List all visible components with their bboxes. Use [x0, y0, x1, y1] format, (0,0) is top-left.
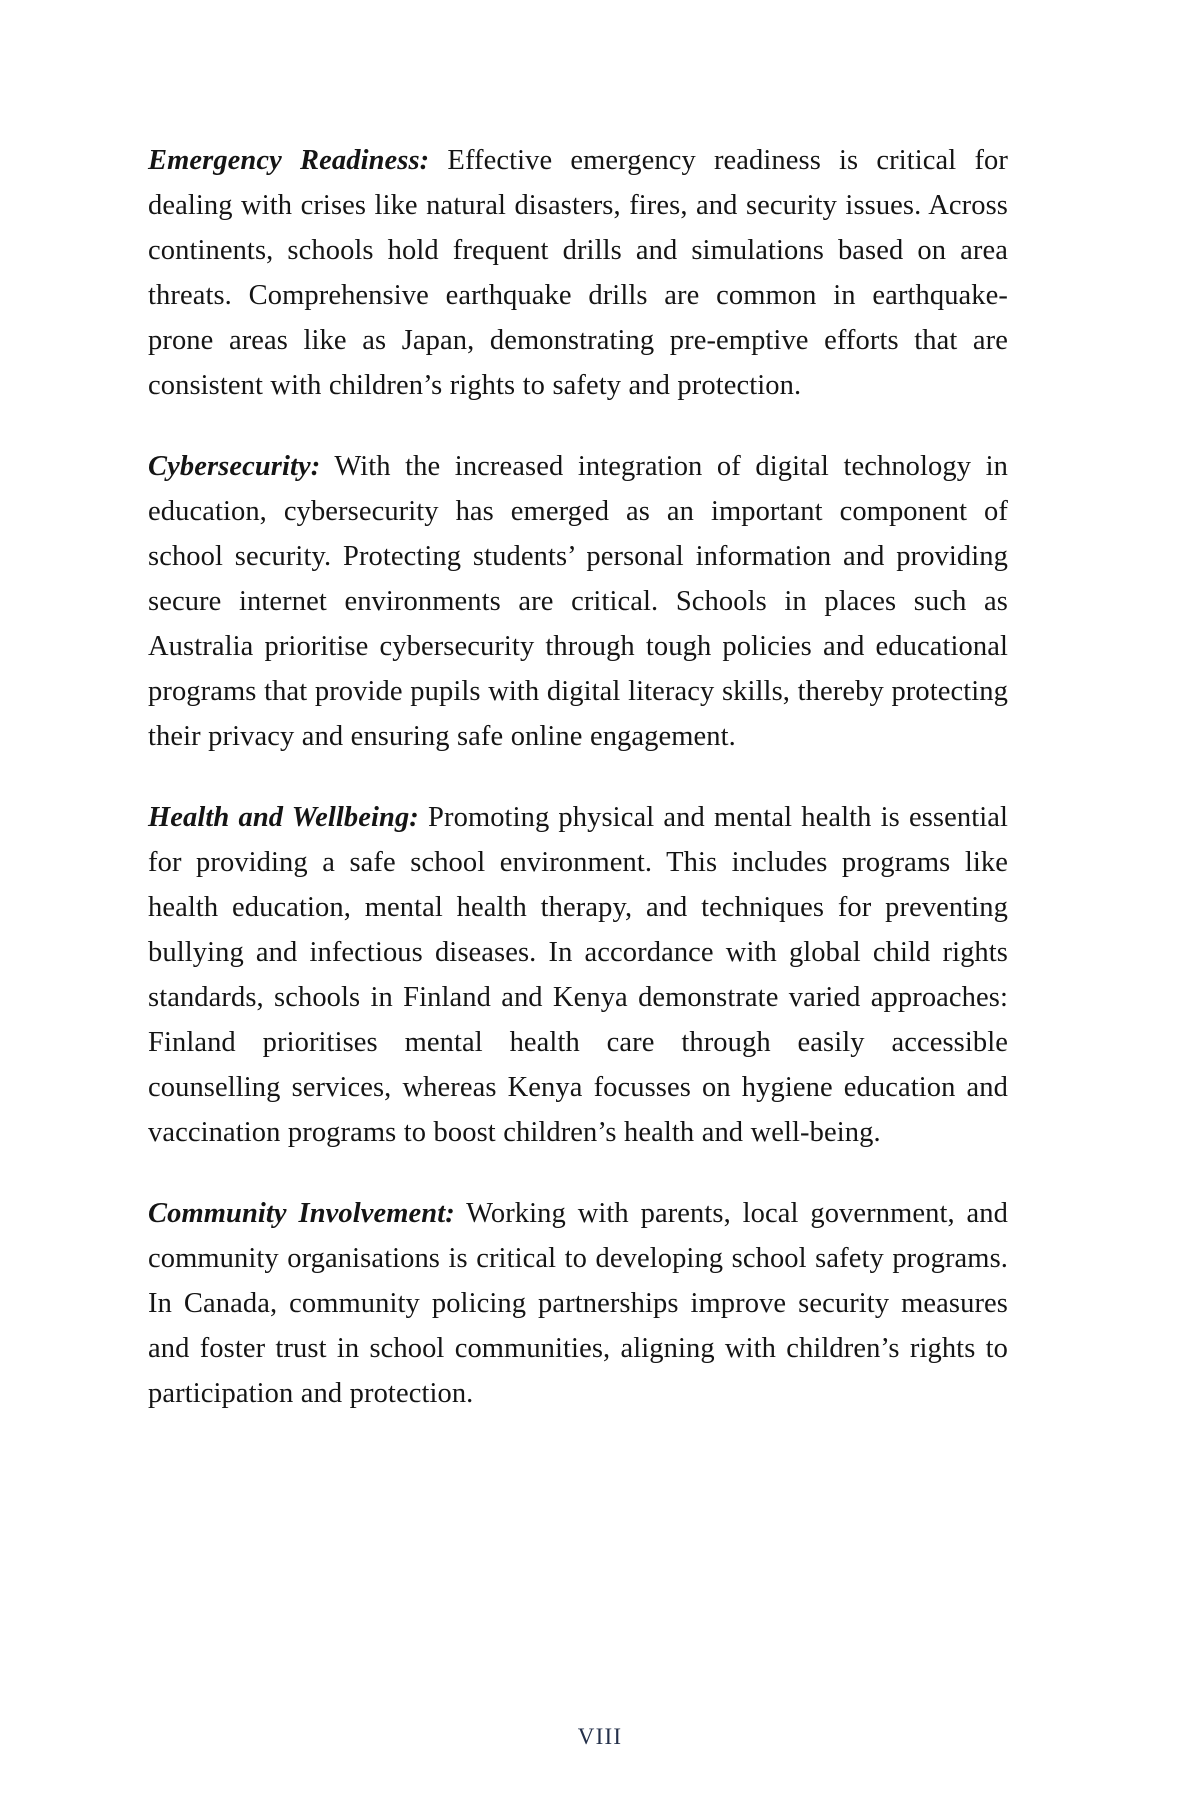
paragraph-emergency-readiness	[148, 138, 1008, 408]
page-number: VIII	[577, 1724, 623, 1749]
paragraph-lead-in-community-involvement: Community Involvement:	[148, 1198, 455, 1229]
paragraph-body-cybersecurity: With the increased integration of digital technology in education, cybersecurity has emerged as an important component of school security. Protecting students’ personal information and providing secure internet environments are critical. Schools in places such as Australia prioritise cybersecurity through tough policies and educational programs that provide pupils with digital literacy skills, thereby protecting their privacy and ensuring safe online engagement.	[148, 451, 1008, 752]
paragraph-health-and-wellbeing	[148, 795, 1008, 1155]
paragraph-body-health-and-wellbeing: Promoting physical and mental health is essential for providing a safe school environment. This includes programs like health education, mental health therapy, and techniques for preventing bullying and infectious diseases. In accordance with global child rights standards, schools in Finland and Kenya demonstrate varied approaches: Finland prioritises mental health care through easily accessible counselling services, whereas Kenya focusses on hygiene education and vaccination programs to boost children’s health and well-being.	[148, 802, 1008, 1148]
paragraph-cybersecurity	[148, 444, 1008, 759]
paragraph-community-involvement	[148, 1191, 1008, 1416]
paragraph-lead-in-cybersecurity: Cybersecurity:	[148, 451, 321, 482]
paragraph-body-emergency-readiness: Effective emergency readiness is critical for dealing with crises like natural disasters, fires, and security issues. Across continents, schools hold frequent drills and simulations based on area threats. Comprehensive earthquake drills are common in earthquake-prone areas like as Japan, demonstrating pre-emptive efforts that are consistent with children’s rights to safety and protection.	[148, 145, 1008, 401]
paragraph-body-community-involvement: Working with parents, local government, and community organisations is critical to developing school safety programs. In Canada, community policing partnerships improve security measures and foster trust in school communities, aligning with children’s rights to participation and protection.	[148, 1198, 1008, 1409]
paragraph-lead-in-health-and-wellbeing: Health and Wellbeing:	[148, 802, 419, 833]
paragraph-lead-in-emergency-readiness: Emergency Readiness:	[148, 145, 430, 176]
page-body-text	[148, 138, 1008, 1416]
